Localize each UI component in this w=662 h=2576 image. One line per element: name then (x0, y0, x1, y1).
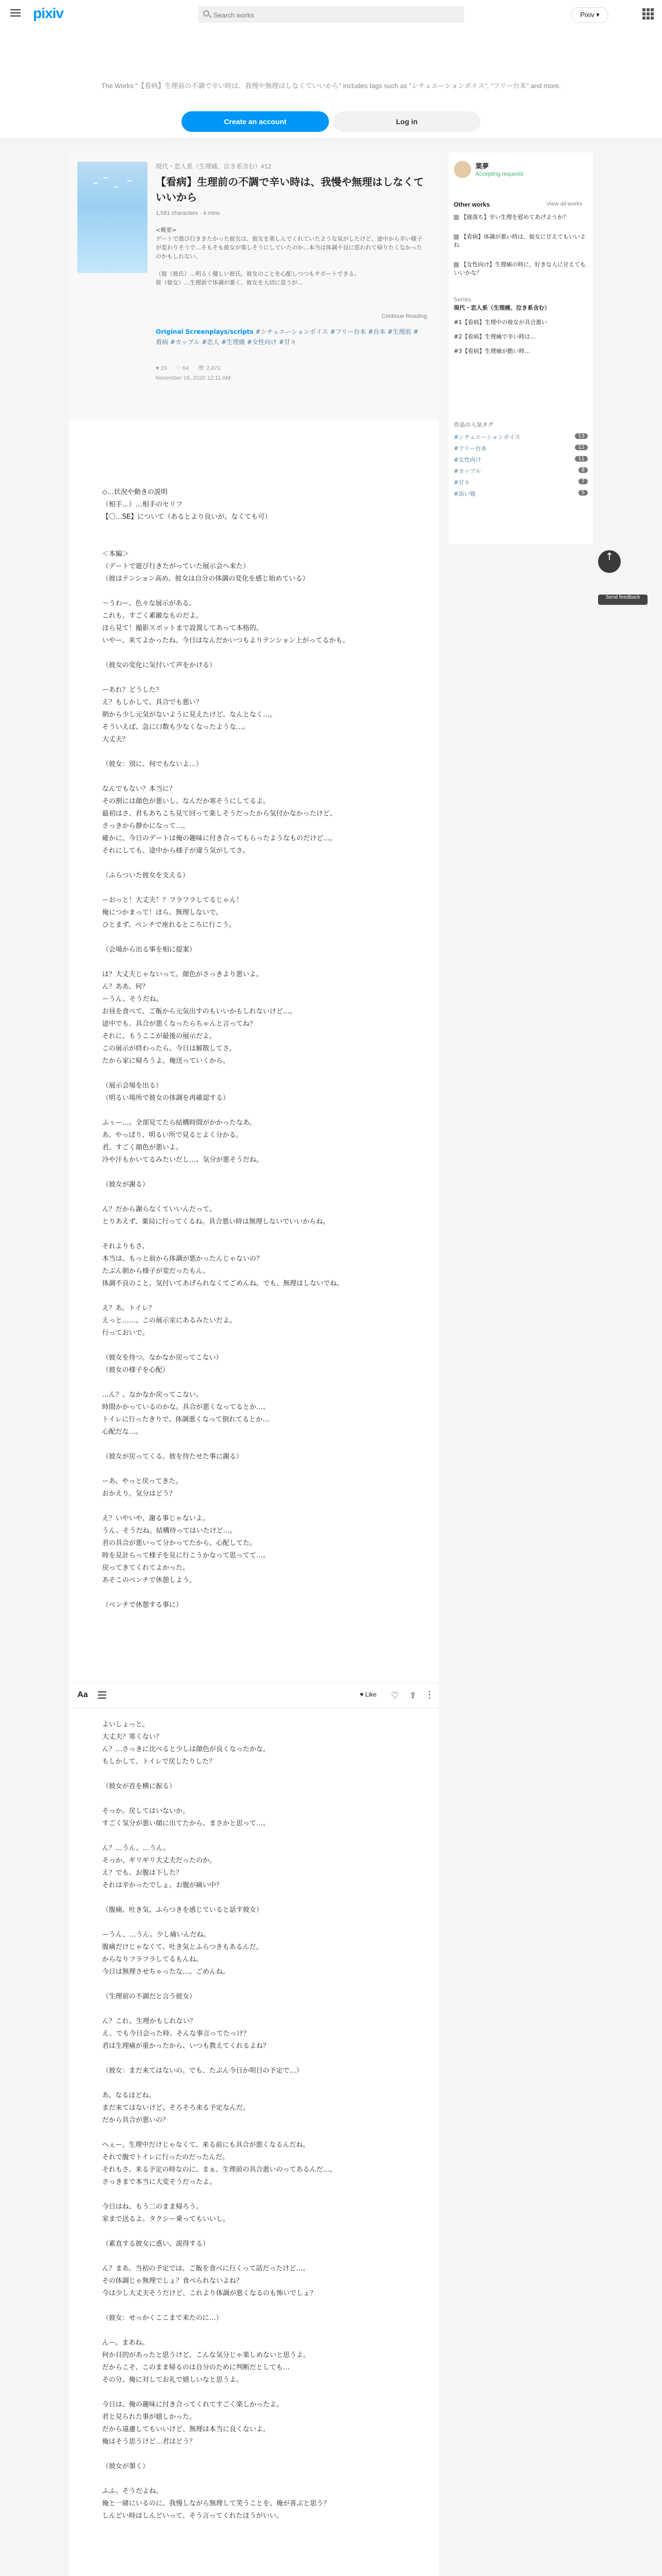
body-line: 今日は、俺の趣味に付き合ってくれてすごく楽しかったよ。 (102, 2401, 284, 2409)
body-line: そっか、ギリギリ大丈夫だったのか。 (102, 1857, 217, 1865)
feedback-button[interactable]: Send feedback (598, 595, 648, 605)
body-line: 君の具合が悪いって分かってたから、心配してた。 (102, 1539, 257, 1547)
view-count: 👁 2,471 (197, 365, 221, 371)
body-line: それに、もうここが最後の展示だよ。 (102, 1032, 217, 1040)
like-count: ♥ 29 (156, 365, 167, 371)
body-line: 俺はそう思うけど…君はどう？ (102, 2438, 196, 2446)
body-line: あ、なるほどね。 (102, 2092, 156, 2099)
body-line (102, 2127, 411, 2139)
tag-count: 7 (578, 479, 588, 484)
body-line: （展示会場を出る） (102, 1082, 163, 1090)
tag-count: 11 (575, 456, 588, 462)
body-line: すごく気分が悪い顔に出てたから、まさかと思って…。 (102, 1820, 270, 1827)
body-line (102, 956, 411, 969)
body-line: 今日は無理させちゃったな…。ごめんね。 (102, 1968, 230, 1976)
body-line (102, 536, 411, 548)
other-works-list (454, 213, 588, 289)
body-line: うん、そうだね。結構待ってはいたけど…。 (102, 1527, 237, 1535)
promo-text: The Works "【看病】生理前の不調で辛い時は、我慢や無理はしなくていいから" includes tags such as "シチュエーションボイス", "フリー台本" and more. (101, 82, 561, 90)
body-line: ＜本編＞ (102, 550, 129, 558)
other-work-title: 【寝落ち】辛い生理を慰めてあげようか？ (461, 214, 569, 221)
series-item[interactable]: #1【看病】生理中の彼女が具合悪い (454, 319, 548, 326)
body-line: 【〇…SE】について（あるとより良いが、なくても可） (102, 513, 272, 521)
body-line (102, 2226, 411, 2238)
body-line (102, 882, 411, 894)
body-line (102, 2053, 411, 2065)
body-line: 冷や汗もかいてるみたいだし…。気分が悪そうだね。 (102, 1156, 263, 1164)
body-line (102, 1978, 411, 1991)
body-line: 大丈夫？寒くない？ (102, 1733, 163, 1741)
body-line: だから遠慮してもいいけど、無理は本当に良くないよ。 (102, 2426, 270, 2433)
body-line: え？いやいや、謝る事じゃないよ。 (102, 1515, 209, 1522)
body-line: （明るい場所で彼女の体調を再確認する） (102, 1094, 230, 1102)
body-line: （彼女を待つ。なかなか戻ってこない） (102, 1354, 223, 1362)
document-icon (454, 234, 459, 240)
search-bar[interactable] (198, 6, 464, 23)
body-line (102, 1830, 411, 1842)
body-line: （生理前の不調だと言う彼女） (102, 1993, 196, 2001)
body-line: （彼女：せっかくここまで来たのに…） (102, 2314, 223, 2322)
body-line: 体調不良のこと、気付いてあげられなくてごめんね。でも、無理はしないでね。 (102, 1280, 344, 1287)
popular-tag-item[interactable]: #甘々 7 (454, 478, 588, 489)
body-line: だから具合が悪いの？ (102, 2116, 170, 2124)
body-line (102, 1166, 411, 1179)
tag-item[interactable]: #フリー台本 (330, 328, 366, 335)
body-line: 最初はさ、君もあちこち見て回って楽しそうだったから気付かなかったけど、 (102, 810, 337, 818)
tag-item[interactable]: #生理痛 (221, 338, 245, 346)
body-line: （腹痛、吐き気、ふらつきを感じていると話す彼女） (102, 1906, 263, 1914)
author-avatar[interactable] (454, 161, 471, 178)
tag-count: 5 (578, 490, 588, 496)
body-line (102, 1438, 411, 1451)
body-line: （相手…）…相手のセリフ (102, 501, 183, 509)
body-line: それは辛かったでしょ。お腹が痛い中？ (102, 1882, 223, 1889)
body-line: ーあれ？どうした？ (102, 686, 163, 694)
document-icon (454, 262, 459, 267)
body-line (102, 931, 411, 944)
other-work-title: 【女性向け】生理痛の時に、好きな人に甘えてもいいかな？ (454, 261, 586, 276)
body-line (102, 2189, 411, 2201)
body-line (102, 2473, 411, 2485)
popular-tag-item[interactable]: #カップル 8 (454, 467, 588, 478)
body-line: ん？…さっきに比べると少しは顔色が良くなったかな。 (102, 1745, 270, 1753)
body-line: さっきまで本当に大変そうだったよ。 (102, 2178, 217, 2186)
novel-body-continued (102, 1719, 411, 2522)
other-work-item[interactable] (454, 261, 588, 277)
work-caption: <概要> デートで遊び行ききたかった彼女は、彼女を楽しんでくれていたような気がしたけど、途中から辛い様子が変わりそうで…そもそも彼女が楽しそうにしていたのか…本当は体調不良に思われて帰りたくなかったのかもしれない。 （彼（彼氏）…明るく優しい彼氏。彼女のことを心配しつつもサポートできる。 彼（彼女）…生理前で体調が悪く、彼女を大切に思うが… (156, 227, 422, 286)
body-line: え？もしかして、具合でも悪い？ (102, 699, 203, 706)
body-line: （ふらついた彼女を支える） (102, 872, 189, 879)
body-line (102, 1463, 411, 1476)
popular-tag-item[interactable]: #添い寝 5 (454, 489, 588, 501)
tag-count: 13 (575, 433, 588, 439)
body-line: よいしょっと。 (102, 1721, 150, 1728)
body-line (102, 1191, 411, 1204)
body-line: それもさ、来る予定の時なのに、まぁ、生理前の具合悪いのってあるんだ…。 (102, 2166, 337, 2174)
body-line: （彼女が頷く） (102, 2463, 150, 2470)
body-line: トイレに行ったきりで、体調悪くなって倒れてるとか… (102, 1416, 270, 1423)
body-line: 俺につかまって！ほら、無理しないで。 (102, 909, 223, 917)
body-line: そういえば、急に口数も少なくなったような…。 (102, 723, 250, 731)
body-line (102, 857, 411, 870)
body-line (102, 647, 411, 659)
tag-original[interactable]: Original (156, 328, 184, 335)
body-line: からなりフラフラしてるもんね。 (102, 1956, 203, 1963)
body-line (102, 1340, 411, 1352)
body-line: ーうん、…うん。少し痛いんだね。 (102, 1931, 210, 1939)
body-line: 確かに、今日のデートは俺の趣味に付き合ってもらったようなものだけど…。 (102, 835, 337, 842)
body-line (102, 2003, 411, 2015)
tag-count: 12 (575, 445, 588, 450)
body-line: 君、すごく顔色が悪いよ。 (102, 1144, 183, 1151)
body-line: それにしても、途中から様子が違う気がしてさ。 (102, 847, 250, 855)
body-line (102, 672, 411, 684)
body-line: 俺と一緒にいるのに、我慢しながら無理して笑うことを、俺が喜ぶと思う？ (102, 2500, 330, 2507)
char-count: 1,581 characters · 4 mins (156, 210, 220, 216)
body-line (102, 1105, 411, 1117)
apps-grid-icon[interactable] (642, 8, 654, 20)
body-line (102, 746, 411, 758)
bookmark-count: ♡ 64 (175, 365, 189, 371)
view-all-works-link[interactable]: View all works (547, 201, 583, 207)
body-line (102, 1917, 411, 1929)
series-label: Series (454, 296, 471, 303)
series-box (454, 296, 588, 355)
body-line (102, 1500, 411, 1513)
novel-body (102, 486, 411, 1612)
body-line: 途中でも、具合が悪くなったらちゃんと言ってね？ (102, 1020, 257, 1028)
body-line: たから家に帰ろうよ。俺送っていくから。 (102, 1057, 230, 1065)
body-line: たぶん朝から様子が変だったもん。 (102, 1267, 210, 1275)
body-line: ーおっと！大丈夫！？フラフラしてるじゃん！ (102, 896, 243, 904)
body-line: ◇…状況や動きの説明 (102, 488, 168, 496)
body-line: （彼女が首を横に振る） (102, 1783, 176, 1790)
body-line: （彼女が謝る） (102, 1181, 150, 1189)
body-line: しんどい時はしんどいって、そう言ってくれたほうがいい。 (102, 2512, 283, 2520)
toc-icon[interactable] (98, 1691, 106, 1699)
body-line: （彼女の変化に気付いて声をかける） (102, 662, 217, 669)
popular-tags-heading: 作品の人気タグ (454, 421, 493, 428)
body-line: 本当は、もっと前から体調が悪かったんじゃないの？ (102, 1255, 263, 1263)
search-icon (203, 10, 209, 16)
body-line: ん？これ、生理かもしれない？ (102, 2018, 196, 2025)
sidebar (449, 152, 593, 544)
body-line: それで腹でトイレに行ったのだったんだ。 (102, 2154, 229, 2161)
body-line: 家まで送るよ。タクシー乗ってもいいし。 (102, 2215, 230, 2223)
work-title: 【看病】生理前の不調で辛い時は、我慢や無理はしなくていいから (156, 176, 424, 204)
publish-date: November 16, 2020 12:11 AM (156, 375, 231, 381)
body-line (102, 2386, 411, 2399)
tag-item[interactable]: #生理前 (387, 328, 411, 335)
body-line (102, 2325, 411, 2337)
body-line: それよりもさ、 (102, 1243, 149, 1250)
body-line: 君は生理痛が重かったから、いつも教えてくれるよね？ (102, 2042, 270, 2050)
tag-list (156, 327, 424, 347)
body-line: （デートで遊び行きたがっていた展示会へ来た） (102, 563, 250, 570)
tag-item[interactable]: #看病 (156, 328, 419, 346)
body-line: えっと……、この展示室にあるみたいだよ。 (102, 1317, 237, 1325)
tag-screenplays[interactable]: Screenplays/scripts (185, 328, 254, 335)
body-line: あそこのベンチで休憩しよう。 (102, 1577, 196, 1584)
share-icon[interactable]: ⇪ (409, 1690, 417, 1700)
body-line: （彼女：まだ来てはないの。でも、たぶん今日か明日の予定で…） (102, 2067, 303, 2075)
top-header (0, 0, 662, 29)
tag-item[interactable]: #甘々 (278, 338, 296, 346)
body-line (102, 523, 411, 536)
body-line: ん？まあ、当初の予定では、ご飯を食べに行くって話だったけど…。 (102, 2265, 310, 2273)
work-header (69, 152, 439, 420)
body-line: だからこそ、このまま帰るのは自分のために判断だとしても… (102, 2364, 290, 2371)
popular-tag-item[interactable]: #シチュエーションボイス 13 (454, 433, 588, 444)
requests-badge[interactable]: Accepting requests (475, 171, 524, 177)
body-line: 今日はね、もう二のまま帰ろう。 (102, 2203, 203, 2211)
body-line: 〜うわー、色々な展示がある。 (102, 600, 196, 607)
body-line: へぇー。生理中だけじゃなくて、来る前にも具合が悪くなるんだね。 (102, 2141, 310, 2149)
body-line: ふふ。そうだよね。 (102, 2487, 163, 2495)
body-line: おかえり。気分はどう？ (102, 1490, 176, 1498)
body-line: （ベンチで休憩する事に） (102, 1601, 183, 1609)
tag-item[interactable]: #シチュエーションボイス (255, 328, 328, 335)
body-line: 君と見られた事が嬉しかった。 (102, 2413, 196, 2421)
body-line: え、でも今日会った時、そんな事言ってたっけ？ (102, 2030, 250, 2038)
reader-toolbar (69, 1683, 439, 1708)
body-line: ほら見て！撮影スポットまで設置してあって本格的。 (102, 624, 263, 632)
body-line: お昼を食べて、ご飯から元気出すのもいいかもしれないけど…。 (102, 1008, 296, 1015)
tag-item[interactable]: #カップル (170, 338, 200, 346)
body-line (102, 1067, 411, 1080)
tag-item[interactable]: #台本 (368, 328, 386, 335)
create-account-button[interactable]: Create an account (181, 111, 329, 132)
popular-tag-item[interactable]: #フリー台本 12 (454, 444, 588, 455)
work-stats (156, 365, 228, 371)
body-line: 戻ってきてくれてよかった。 (102, 1564, 190, 1572)
body-line: んー。まあね。 (102, 2339, 149, 2347)
body-line (102, 771, 411, 783)
body-line: …ん？、なかなか戻ってこない。 (102, 1391, 203, 1399)
body-line: （彼女：別に、何でもないよ…） (102, 760, 203, 768)
body-line: その体調じゃ無理でしょ？食べられないよね？ (102, 2277, 243, 2285)
search-input[interactable] (212, 6, 457, 24)
signup-promo (0, 29, 662, 139)
body-line: （彼はテンション高め、彼女は自分の体調の変化を感じ始めている） (102, 575, 309, 583)
scroll-top-button[interactable]: ↑ (598, 550, 621, 573)
body-line (102, 1587, 411, 1599)
body-line: え？でも、お腹は下した？ (102, 1869, 183, 1877)
body-line: ーあ、やっと戻ってきた。 (102, 1478, 183, 1485)
body-line (102, 2077, 411, 2090)
body-line (102, 2300, 411, 2312)
body-line: いやー、来てよかったね。今日はなんだかいつもよりテンション上がってるかも。 (102, 637, 350, 645)
body-line (102, 1793, 411, 1805)
body-line: 時間かかっているのかな。具合が悪くなってるとか…。 (102, 1403, 270, 1411)
body-line: さっきから静かになって…。 (102, 822, 190, 830)
body-line (102, 1768, 411, 1781)
body-line (102, 2448, 411, 2461)
body-line: この展示が終わったら、今日は解散してさ。 (102, 1045, 236, 1053)
body-line: 今は少し大丈夫そうだけど、これより体調が悪くなるのも怖いでしょ？ (102, 2290, 317, 2297)
body-line: ん？…うん、…うん。 (102, 1844, 170, 1852)
body-line: （会場から出る事を相に提案） (102, 946, 196, 954)
author-name[interactable]: 葉夢 (475, 163, 489, 171)
body-line: 朝から少し元気がないように見えたけど、なんとなく…。 (102, 711, 277, 719)
body-line: （彼女の様子を心配） (102, 1366, 170, 1374)
body-line: その割には顔色が悪いし、なんだか寒そうにしてるよ。 (102, 798, 270, 805)
tag-item[interactable]: #恋人 (202, 338, 220, 346)
series-name[interactable]: 現代・恋人系（生理痛、泣き系含む） (454, 304, 550, 311)
popular-tags (454, 420, 588, 501)
body-line: とりあえず、薬局に行ってくるね。具合悪い時は無理しないでいいからね。 (102, 1218, 329, 1226)
tag-item[interactable]: #女性向け (246, 338, 277, 346)
body-line (102, 1892, 411, 1904)
font-settings-button[interactable]: Aa (77, 1690, 88, 1699)
body-line: あ、やっぱり、明るい所で見るとよく分かる。 (102, 1131, 243, 1139)
tag-count: 8 (578, 467, 588, 473)
novel-main (69, 152, 439, 2576)
popular-tag-item[interactable]: #女性向け 11 (454, 455, 588, 467)
series-item[interactable]: #3【看病】生理痛が酷い時… (454, 348, 531, 354)
bookmark-heart-icon[interactable]: ♡ (391, 1690, 400, 1701)
body-line (102, 1290, 411, 1302)
other-works-heading: Other works (454, 201, 490, 208)
menu-icon[interactable] (8, 7, 23, 22)
body-line: ん？だから謝らなくていいんだって。 (102, 1206, 216, 1213)
other-work-title: 【看病】体調が悪い時は、彼女に甘えてもいいよね (454, 233, 586, 248)
body-line: え？あ、トイレ？ (102, 1304, 155, 1312)
series-link[interactable]: 現代・恋人系（生理痛、泣き系含む）#12 (156, 163, 272, 170)
body-line: まだ来てはないけど、そろそろ来る予定なんだ。 (102, 2104, 250, 2112)
document-icon (454, 215, 459, 220)
language-selector[interactable]: Pixiv ▾ (571, 7, 608, 23)
body-line: （素直する彼女に惑い、説得する） (102, 2240, 210, 2248)
body-line: は？大丈夫じゃないって。顔色がさっきより悪いよ。 (102, 971, 263, 978)
body-line: 行っておいで。 (102, 1329, 149, 1337)
other-work-item[interactable] (454, 213, 588, 222)
body-line: 時を見計らって様子を見に行こうかなって思ってて…。 (102, 1552, 270, 1560)
like-button[interactable]: ♥ Like (360, 1691, 377, 1698)
body-line: ふぅー…。全部見てたら結構時間がかかったなあ。 (102, 1119, 256, 1127)
body-line (102, 1228, 411, 1241)
body-line: これも、すごく素敵なものだよ。 (102, 612, 203, 620)
body-line (102, 585, 411, 598)
cover-image[interactable] (77, 162, 147, 273)
body-line: 心配だな…。 (102, 1428, 143, 1436)
body-line (102, 2250, 411, 2263)
body-line: 何か目的があったと思うけど、こんな気分じゃ楽しめないと思うよ。 (102, 2351, 310, 2359)
body-line: （彼女が戻ってくる。彼を待たせた事に謝る） (102, 1453, 243, 1461)
body-line: そっか。戻してはいないか。 (102, 1807, 190, 1815)
body-line: 大丈夫？ (102, 736, 129, 743)
body-line (102, 1377, 411, 1389)
body-line: ん？ああ、何？ (102, 983, 149, 991)
body-line: ひとまず、ベンチで座れるところに行こう。 (102, 921, 236, 929)
body-line: 腹痛だけじゃなくて、吐き気とふらつきもあるんだ。 (102, 1943, 263, 1951)
body-line: その分、俺に対してお礼で嬉しいなと思うよ。 (102, 2376, 243, 2384)
pixiv-logo[interactable]: pixiv (33, 5, 63, 21)
body-line: ーうん、そうだね。 (102, 995, 163, 1003)
other-work-item[interactable] (454, 233, 588, 249)
series-item[interactable]: #2【看病】生理痛で辛い時は… (454, 333, 536, 340)
login-button[interactable]: Log in (333, 111, 481, 132)
body-line: もしかして、トイレで戻したりした？ (102, 1758, 216, 1766)
body-line: なんでもない？本当に？ (102, 785, 176, 793)
more-icon[interactable]: ⋮ (425, 1689, 434, 1700)
continue-reading-link[interactable]: Continue Reading (382, 313, 427, 319)
